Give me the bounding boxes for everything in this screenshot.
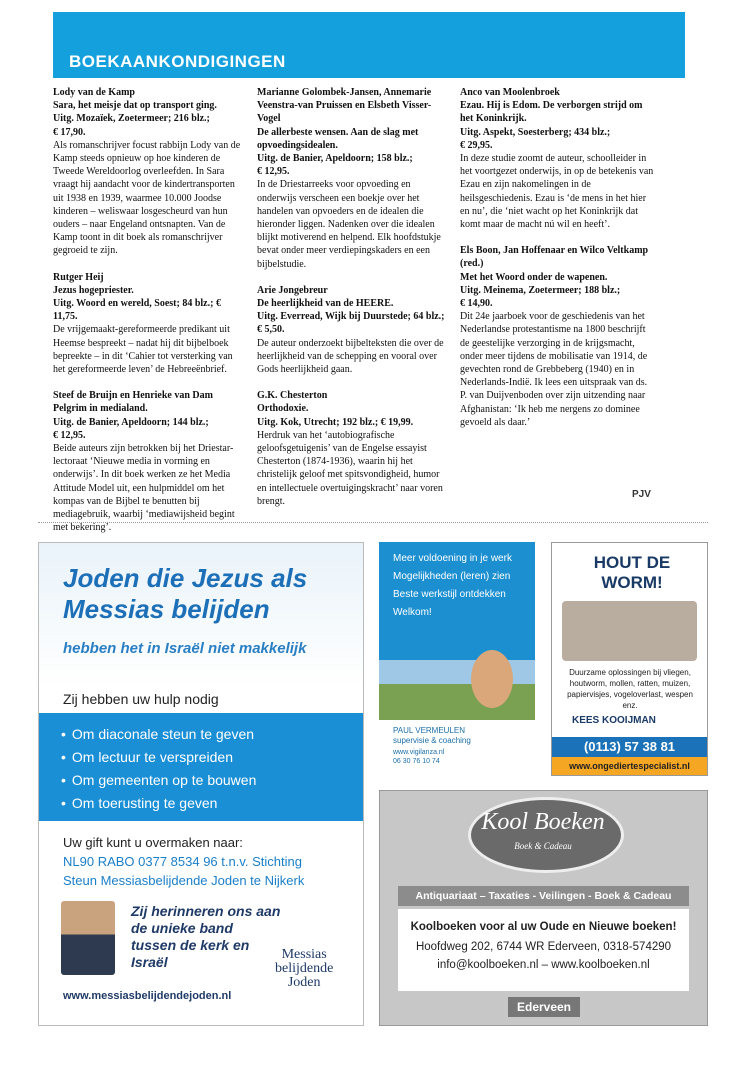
book-entry bbox=[257, 389, 449, 508]
ad-hout-de-worm[interactable] bbox=[551, 542, 708, 776]
list-item: • Om gemeenten op te bouwen bbox=[61, 769, 363, 792]
book-publisher: Uitg. Woord en wereld, Soest; 84 blz.; € 11,75. bbox=[53, 298, 221, 323]
list-item: • Om diaconale steun te geven bbox=[61, 723, 363, 746]
book-publisher: Uitg. de Banier, Apeldoorn; 144 blz.; bbox=[53, 416, 209, 428]
ad-line: Mogelijkheden (leren) zien bbox=[393, 571, 511, 582]
ad-vigilanza[interactable] bbox=[379, 542, 535, 774]
koolboeken-logo-sub: Boek & Cadeau bbox=[514, 841, 572, 851]
book-publisher: Uitg. Aspekt, Soesterberg; 434 blz.; bbox=[460, 126, 611, 138]
info-line: Koolboeken voor al uw Oude en Nieuwe boeken! bbox=[410, 921, 677, 933]
ad-list-panel bbox=[39, 713, 363, 821]
ad-messias[interactable] bbox=[38, 542, 364, 1026]
book-entry bbox=[53, 271, 245, 377]
book-entry bbox=[460, 86, 654, 231]
ad-quote: Zij herinneren ons aan de unieke band tussen de kerk en Israël bbox=[131, 903, 281, 970]
wood-photo bbox=[562, 601, 697, 661]
column-2 bbox=[257, 86, 449, 521]
ad-subheadline: hebben het in Israël niet makkelijk bbox=[63, 640, 307, 657]
ad-title: HOUT DE WORM! bbox=[593, 553, 671, 592]
book-price: € 12,95. bbox=[53, 429, 86, 441]
ad-headline: Joden die Jezus als Messias belijden bbox=[63, 563, 308, 624]
logo-line: belijdende bbox=[275, 961, 334, 976]
book-description: Dit 24e jaarboek voor de geschiedenis van het Nederlandse protestantisme na 1800 beschrijft de geestelijke verzorging in de krijgsmacht, onder meer tijdens de mobilisatie van 1914, de gevechten rond de Grebbeberg (1940) en in Nederlands-Indië. Ik lees een uitspraak van ds. P. van Duijvenboden over zijn uitzending naar Afghanistan: ‘Ik heb me nergens zo dominee gevoeld als daar.’ bbox=[460, 311, 648, 428]
book-publisher: Uitg. Meinema, Zoetermeer; 188 blz.; bbox=[460, 284, 621, 296]
messias-logo bbox=[275, 948, 333, 990]
divider bbox=[38, 522, 708, 523]
town-label: Ederveen bbox=[508, 997, 580, 1017]
book-entry bbox=[460, 244, 654, 429]
book-price: € 14,90. bbox=[460, 298, 493, 310]
contact-details bbox=[393, 748, 444, 766]
book-price: € 12,95. bbox=[257, 166, 290, 178]
book-publisher: Uitg. Everread, Wijk bij Duurstede; 64 blz.; bbox=[257, 311, 445, 323]
book-author: G.K. Chesterton bbox=[257, 390, 328, 402]
book-author: Marianne Golombek-Jansen, Annemarie Veenstra-van Pruissen en Elsbeth Visser-Vogel bbox=[257, 87, 432, 125]
book-entry bbox=[257, 86, 449, 271]
contact-web[interactable]: www.vigilanza.nl bbox=[393, 749, 445, 756]
ad-gift-info bbox=[63, 833, 304, 890]
book-publisher: Uitg. Kok, Utrecht; 192 blz.; € 19,99. bbox=[257, 416, 414, 428]
ad-koolboeken[interactable] bbox=[379, 790, 708, 1026]
book-entry bbox=[53, 389, 245, 534]
ad-list bbox=[39, 713, 363, 815]
logo-line: Joden bbox=[287, 975, 321, 990]
book-title: De allerbeste wensen. Aan de slag met opvoedingsidealen. bbox=[257, 126, 419, 151]
contact-phone: 06 30 76 10 74 bbox=[393, 758, 440, 765]
brand-logo: KEES KOOIJMAN bbox=[572, 715, 656, 726]
book-publisher: Uitg. de Banier, Apeldoorn; 158 blz.; bbox=[257, 153, 413, 165]
book-description: De vrijgemaakt-gereformeerde predikant uit Heemse bespreekt – nadat hij dit bijbelboek bepreekte – in dit ‘Cahier tot versterking van het gereformeerde leven’ de Hebreeënbrief. bbox=[53, 324, 233, 376]
ad-url[interactable]: www.messiasbelijdendejoden.nl bbox=[63, 990, 232, 1002]
column-3 bbox=[460, 86, 654, 442]
gift-line: Steun Messiasbelijdende Joden te Nijkerk bbox=[63, 873, 305, 888]
book-publisher: Uitg. Mozaïek, Zoetermeer; 216 blz.; bbox=[53, 113, 210, 125]
list-item: • Om lectuur te verspreiden bbox=[61, 746, 363, 769]
koolboeken-logo: Kool Boeken bbox=[481, 809, 605, 835]
book-title: Orthodoxie. bbox=[257, 403, 309, 415]
book-entry bbox=[53, 86, 245, 258]
ad-help-text: Zij hebben uw hulp nodig bbox=[63, 691, 219, 707]
ad-text: Duurzame oplossingen bij vliegen, houtworm, mollen, ratten, muizen, papiervisjes, vogeloverlast, wespen enz. bbox=[567, 668, 693, 710]
book-entry bbox=[257, 284, 449, 376]
book-title: Pelgrim in medialand. bbox=[53, 403, 148, 415]
ad-web[interactable]: www.ongediertespecialist.nl bbox=[552, 757, 707, 775]
ad-phone: (0113) 57 38 81 bbox=[552, 737, 707, 757]
book-description: In deze studie zoomt de auteur, schoolleider in het voortgezet onderwijs, in op de betekenis van Ezau en zijn nakomelingen in de heilsgeschiedenis. Ezau is ‘de mens in het hier en nu’, die ‘niet wacht op het Koninkrijk dat komt maar de macht nú wil en heeft’. bbox=[460, 153, 654, 231]
services-bar: Antiquariaat – Taxaties - Veilingen - Boek & Cadeau bbox=[398, 886, 689, 906]
gift-line: NL90 RABO 0377 8534 96 t.n.v. Stichting bbox=[63, 854, 302, 869]
book-author: Rutger Heij bbox=[53, 271, 104, 283]
ad-line: Meer voldoening in je werk bbox=[393, 553, 512, 564]
ad-contact-card bbox=[379, 720, 535, 774]
info-line[interactable]: info@koolboeken.nl – www.koolboeken.nl bbox=[437, 959, 650, 971]
book-price: € 5,50. bbox=[257, 324, 285, 336]
info-line: Hoofdweg 202, 6744 WR Ederveen, 0318-574290 bbox=[415, 941, 672, 953]
section-title: BOEKAANKONDIGINGEN bbox=[69, 52, 286, 71]
ad-line: Welkom! bbox=[393, 607, 432, 618]
ad-line: Beste werkstijl ontdekken bbox=[393, 589, 506, 600]
book-description: In de Driestarreeks voor opvoeding en onderwijs verscheen een boekje over het handelen van opvoeders en de idealen die hieronder liggen. Nadenken over die idealen blijkt motiverend en helpend. Elk hoofdstukje bevat onder meer verdiepingskaders en een bijbelstudie. bbox=[257, 179, 441, 270]
book-price: € 29,95. bbox=[460, 139, 493, 151]
portrait-photo bbox=[471, 650, 513, 708]
list-item: • Om toerusting te geven bbox=[61, 792, 363, 815]
book-price: € 17,90. bbox=[53, 126, 86, 138]
book-author: Arie Jongebreur bbox=[257, 284, 328, 296]
contact-name bbox=[393, 726, 471, 746]
book-title: Jezus hogepriester. bbox=[53, 284, 134, 296]
book-author: Lody van de Kamp bbox=[53, 87, 135, 98]
contact-role: supervisie & coaching bbox=[393, 736, 471, 745]
info-panel bbox=[398, 909, 689, 991]
book-description: Herdruk van het ‘autobiografische geloofsgetuigenis’ van de Engelse essayist Chesterton (1874-1936), waarin hij het christelijk geloof met spitsvondigheid, humor en intellectuele overtuigingskracht’ naar voren brengt. bbox=[257, 429, 443, 507]
gift-line: Uw gift kunt u overmaken naar: bbox=[63, 835, 243, 850]
book-title: De heerlijkheid van de HEERE. bbox=[257, 298, 394, 310]
section-header bbox=[53, 12, 685, 78]
book-description: Beide auteurs zijn betrokken bij het Driestar-lectoraat ‘Nieuwe media in vorming en onderwijs’. In dit boek werken ze het Media Attitude Model uit, een hulpmiddel om het kompas van de Bijbel te benutten bij mediagebruik, waarbij ‘mediawijsheid begint met bekering’. bbox=[53, 443, 235, 534]
book-title: Sara, het meisje dat op transport ging. bbox=[53, 100, 217, 112]
author-signature: PJV bbox=[632, 489, 651, 500]
book-author: Els Boon, Jan Hoffenaar en Wilco Veltkamp (red.) bbox=[460, 245, 649, 270]
book-author: Anco van Moolenbroek bbox=[460, 87, 560, 98]
book-title: Met het Woord onder de wapenen. bbox=[460, 271, 608, 283]
portrait-photo bbox=[61, 901, 115, 975]
contact-person: PAUL VERMEULEN bbox=[393, 726, 466, 735]
book-description: Als romanschrijver focust rabbijn Lody van de Kamp steeds opnieuw op hoe kinderen de Tweede Wereldoorlog overleefden. In Sara vraagt hij aandacht voor de kindertransporten uit 1938 en 1939, waarmee 10.000 Joodse kinderen – weliswaar losgescheurd van hun ouders – naar Engeland ontsnapten. Van de Kamp toont in dit boek als romanschrijver gegroeid te zijn. bbox=[53, 139, 241, 257]
column-1 bbox=[53, 86, 245, 548]
book-description: De auteur onderzoekt bijbelteksten die over de heerlijkheid van de schepping en vooral over Gods heerlijkheid gaan. bbox=[257, 337, 444, 376]
book-title: Ezau. Hij is Edom. De verborgen strijd om het Koninkrijk. bbox=[460, 100, 643, 125]
book-author: Steef de Bruijn en Henrieke van Dam bbox=[53, 390, 213, 402]
logo-line: Messias bbox=[281, 947, 327, 962]
ad-lines bbox=[393, 552, 512, 624]
